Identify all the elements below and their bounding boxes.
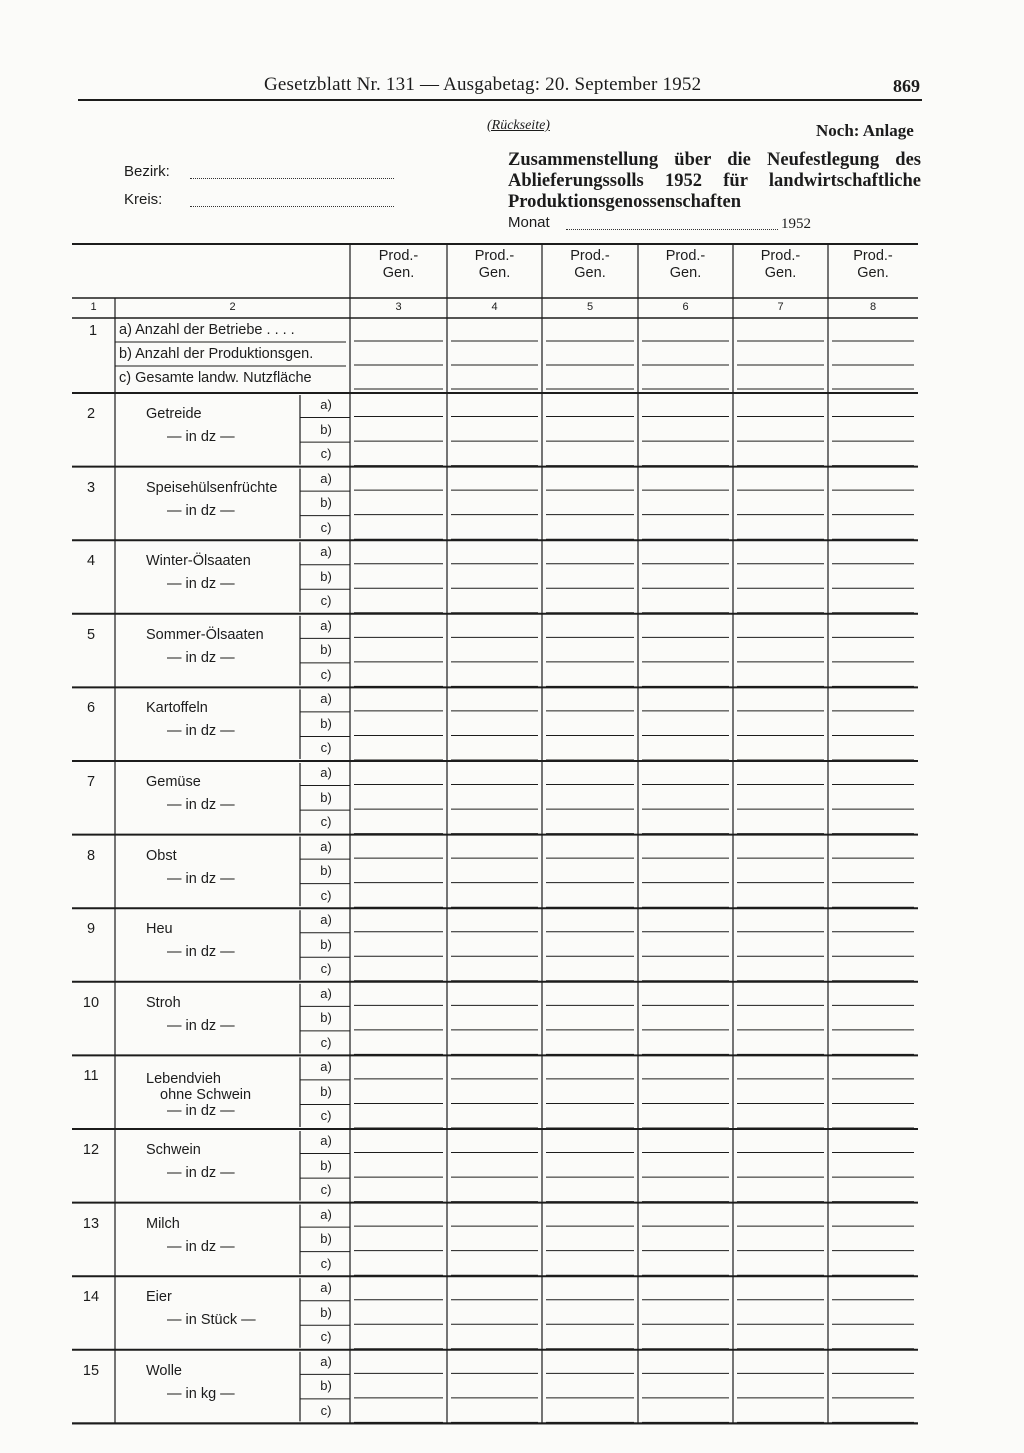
abc-sub-label: b) (320, 1231, 332, 1247)
abc-sub-label: b) (320, 1010, 332, 1026)
column-number: 1 (90, 301, 97, 313)
prod-gen-line-1: Prod.- (760, 248, 801, 264)
column-number: 8 (869, 301, 877, 313)
product-name: Schwein (146, 1142, 201, 1158)
unit-label: — in Stück — (167, 1312, 256, 1329)
unit-label: — in dz — (167, 1103, 235, 1120)
product-name: Sommer-Ölsaaten (146, 626, 264, 643)
abc-sub-label: a) (320, 470, 332, 486)
row-number: 9 (86, 921, 96, 938)
product-name: Eier (146, 1289, 172, 1306)
unit-label: — in dz — (167, 576, 235, 593)
abc-sub-label: c) (320, 1255, 332, 1271)
column-number: 5 (586, 301, 594, 313)
abc-sub-label: c) (320, 1182, 332, 1198)
abc-sub-label: a) (320, 1280, 332, 1296)
unit-label: — in dz — (167, 723, 235, 740)
unit-label: — in dz — (167, 1165, 235, 1181)
unit-label: — in dz — (167, 944, 235, 961)
product-name: Milch (146, 1215, 180, 1232)
abc-sub-label: c) (320, 1329, 332, 1345)
prod-gen-line-1: Prod.- (474, 248, 515, 264)
abc-sub-label: b) (320, 495, 332, 511)
abc-sub-label: b) (320, 936, 332, 952)
unit-label: — in dz — (167, 649, 235, 666)
form-title-line: Produktionsgenossenschaften (508, 192, 742, 212)
page-number: 869 (893, 76, 920, 96)
row-number: 6 (86, 700, 96, 717)
product-name: Speisehülsenfrüchte (146, 479, 278, 496)
prod-gen-column-header (542, 248, 638, 282)
product-name: Getreide (146, 406, 202, 422)
unit-label: — in dz — (167, 797, 235, 813)
column-number: 3 (395, 301, 402, 313)
column-number: 4 (491, 301, 498, 313)
prod-gen-line-1: Prod.- (378, 248, 419, 264)
abc-sub-label: c) (320, 1402, 332, 1418)
monat-year: 1952 (781, 216, 811, 232)
abc-sub-label: b) (320, 1157, 332, 1173)
abc-sub-label: b) (320, 863, 332, 879)
form-title-line: Ablieferungssolls 1952 für landwirtschaftliche (508, 171, 921, 191)
unit-label: — in dz — (167, 1017, 235, 1034)
prod-gen-line-2: Gen. (857, 265, 889, 281)
abc-sub-label: a) (320, 765, 332, 780)
count-row-label: b) Anzahl der Produktionsgen. (119, 346, 314, 362)
abc-sub-label: b) (320, 421, 332, 437)
prod-gen-line-1: Prod.- (665, 248, 706, 264)
row-number: 11 (83, 1068, 99, 1085)
unit-label: — in dz — (167, 429, 235, 445)
abc-sub-label: b) (320, 1304, 332, 1320)
column-number: 7 (777, 301, 784, 313)
row-number: 2 (86, 406, 96, 422)
bezirk-label: Bezirk: (124, 163, 170, 180)
abc-sub-label: a) (320, 691, 332, 707)
abc-sub-label: b) (320, 715, 332, 731)
abc-sub-label: b) (320, 789, 332, 805)
prod-gen-line-1: Prod.- (570, 248, 610, 264)
abc-sub-label: a) (320, 1353, 332, 1369)
column-number: 2 (229, 301, 236, 313)
abc-sub-label: a) (320, 912, 332, 928)
abc-sub-label: c) (320, 519, 332, 535)
product-name: Gemüse (146, 774, 201, 790)
monat-label: Monat (508, 214, 550, 231)
row-number: 4 (86, 553, 96, 570)
abc-sub-label: c) (320, 1034, 332, 1050)
row-number: 10 (82, 994, 100, 1011)
prod-gen-line-2: Gen. (478, 265, 511, 281)
column-number: 6 (682, 301, 689, 313)
abc-sub-label: a) (320, 1206, 332, 1222)
abc-sub-label: a) (320, 397, 332, 412)
abc-sub-label: a) (320, 544, 332, 560)
row-number: 8 (86, 847, 96, 864)
product-name-line-2: ohne Schwein (160, 1087, 252, 1104)
prod-gen-line-2: Gen. (669, 265, 702, 281)
abc-sub-label: a) (320, 985, 332, 1001)
prod-gen-line-2: Gen. (382, 265, 415, 281)
unit-label: — in dz — (167, 502, 235, 519)
product-name: Kartoffeln (146, 700, 208, 717)
product-name: Lebendvieh (146, 1071, 221, 1088)
prod-gen-column-header (828, 248, 918, 282)
abc-sub-label: b) (320, 568, 332, 584)
abc-sub-label: a) (320, 1059, 332, 1075)
prod-gen-column-header (350, 248, 447, 282)
product-name: Obst (146, 847, 177, 864)
abc-sub-label: b) (320, 1378, 332, 1394)
prod-gen-column-header (638, 248, 733, 282)
row-number: 13 (82, 1215, 100, 1232)
abc-sub-label: c) (320, 446, 332, 462)
count-row-label: c) Gesamte landw. Nutzfläche (119, 370, 312, 386)
attachment-label: Noch: Anlage (816, 121, 914, 140)
form-title-line: Zusammenstellung über die Neufestlegung des (508, 150, 921, 170)
kreis-label: Kreis: (124, 191, 163, 208)
row-number: 3 (86, 479, 96, 496)
product-name: Winter-Ölsaaten (146, 553, 251, 570)
abc-sub-label: b) (320, 1083, 332, 1099)
row-number: 15 (82, 1362, 100, 1379)
reverse-side-label: (Rückseite) (487, 118, 550, 133)
abc-sub-label: c) (320, 593, 332, 609)
row-number: 14 (82, 1289, 100, 1306)
prod-gen-line-1: Prod.- (853, 248, 893, 264)
abc-sub-label: a) (320, 838, 332, 854)
product-name: Wolle (146, 1362, 182, 1379)
count-row-label: a) Anzahl der Betriebe . . . . (119, 322, 295, 338)
abc-sub-label: c) (320, 740, 332, 756)
row-number: 7 (86, 774, 96, 790)
prod-gen-column-header (447, 248, 542, 282)
abc-sub-label: a) (320, 1133, 332, 1148)
abc-sub-label: c) (320, 814, 332, 830)
row-number: 12 (82, 1142, 100, 1158)
product-name: Stroh (146, 994, 181, 1011)
abc-sub-label: c) (320, 887, 332, 903)
abc-sub-label: c) (320, 961, 332, 977)
prod-gen-column-header (733, 248, 828, 282)
unit-label: — in dz — (167, 1238, 235, 1255)
prod-gen-line-2: Gen. (764, 265, 797, 281)
unit-label: — in dz — (167, 870, 235, 887)
prod-gen-line-2: Gen. (574, 265, 606, 281)
product-name: Heu (146, 921, 173, 938)
abc-sub-label: c) (320, 666, 332, 682)
row-number: 1 (88, 323, 98, 339)
abc-sub-label: b) (320, 642, 332, 658)
row-number: 5 (86, 626, 96, 643)
abc-sub-label: c) (320, 1108, 332, 1124)
gazette-header-title: Gesetzblatt Nr. 131 — Ausgabetag: 20. September 1952 (264, 74, 702, 95)
abc-sub-label: a) (320, 617, 332, 633)
unit-label: — in kg — (167, 1385, 235, 1402)
